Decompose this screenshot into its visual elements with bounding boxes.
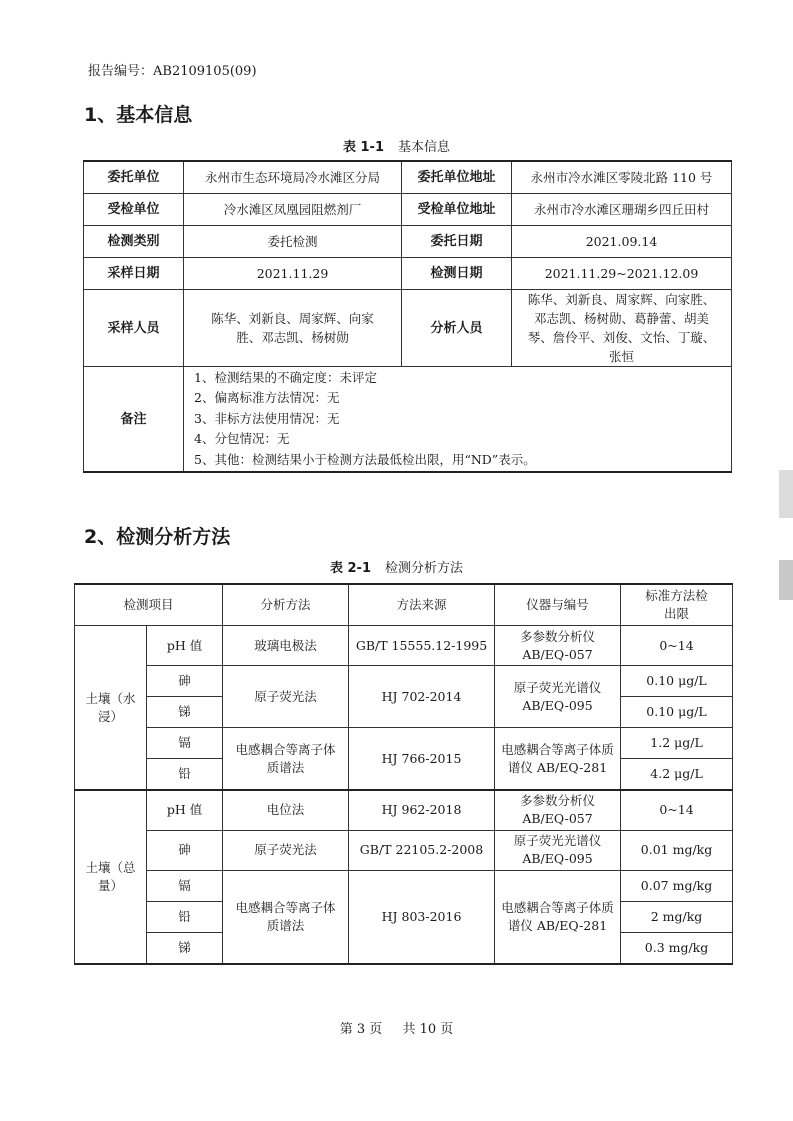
group-soil-total: 土壤（总量） <box>75 790 147 964</box>
header-item: 检测项目 <box>75 584 223 626</box>
header-source: 方法来源 <box>349 584 495 626</box>
client-address-label: 委托单位地址 <box>402 161 512 194</box>
samplers-label: 采样人员 <box>84 290 184 367</box>
header-instrument: 仪器与编号 <box>495 584 621 626</box>
entrust-date-label: 委托日期 <box>402 226 512 258</box>
instrument-cell: 电感耦合等离子体质谱仪 AB/EQ-281 <box>495 728 621 791</box>
instrument-cell: 电感耦合等离子体质谱仪 AB/EQ-281 <box>495 870 621 964</box>
table1-caption-text: 基本信息 <box>398 140 451 155</box>
table2-caption <box>0 557 793 576</box>
item-cell: 铅 <box>147 901 223 932</box>
limit-cell: 0~14 <box>621 626 733 666</box>
table-row <box>75 728 733 759</box>
item-cell: 镉 <box>147 870 223 901</box>
source-cell: HJ 702-2014 <box>349 666 495 728</box>
table-row <box>75 626 733 666</box>
table-row <box>84 226 732 258</box>
item-cell: 铅 <box>147 759 223 791</box>
tested-unit-label: 受检单位 <box>84 194 184 226</box>
source-cell: GB/T 15555.12-1995 <box>349 626 495 666</box>
page-total: 共 10 页 <box>402 1022 454 1037</box>
client-address-value: 永州市冷水滩区零陵北路 110 号 <box>512 161 732 194</box>
section1-title: 1、基本信息 <box>84 104 193 126</box>
tested-unit-value: 冷水滩区凤凰园阻燃剂厂 <box>184 194 402 226</box>
entrust-date-value: 2021.09.14 <box>512 226 732 258</box>
note-item: 3、非标方法使用情况：无 <box>194 410 340 426</box>
item-cell: pH 值 <box>147 790 223 830</box>
instrument-cell: 原子荧光光谱仪 AB/EQ-095 <box>495 666 621 728</box>
table1-caption-no: 表 1-1 <box>342 140 384 155</box>
method-cell: 电感耦合等离子体质谱法 <box>223 728 349 791</box>
client-value: 永州市生态环境局冷水滩区分局 <box>184 161 402 194</box>
method-cell: 原子荧光法 <box>223 666 349 728</box>
item-cell: 砷 <box>147 830 223 870</box>
method-cell: 玻璃电极法 <box>223 626 349 666</box>
source-cell: HJ 803-2016 <box>349 870 495 964</box>
analysts-value: 陈华、刘新良、周家辉、向家胜、邓志凯、杨树勋、葛静蕾、胡美琴、詹伶平、刘俊、文怡、丁璇、张恒 <box>512 290 732 367</box>
instrument-cell: 多参数分析仪 AB/EQ-057 <box>495 790 621 830</box>
source-cell: GB/T 22105.2-2008 <box>349 830 495 870</box>
limit-cell: 0.3 mg/kg <box>621 932 733 964</box>
test-type-label: 检测类别 <box>84 226 184 258</box>
samplers-value: 陈华、刘新良、周家辉、向家胜、邓志凯、杨树勋 <box>184 290 402 367</box>
scan-edge-mark <box>779 560 793 600</box>
table-row <box>84 367 732 473</box>
table-row <box>75 870 733 901</box>
source-cell: HJ 766-2015 <box>349 728 495 791</box>
table-row <box>75 830 733 870</box>
limit-cell: 1.2 μg/L <box>621 728 733 759</box>
section2-title: 2、检测分析方法 <box>84 526 231 548</box>
note-item: 5、其他：检测结果小于检测方法最低检出限，用“ND”表示。 <box>194 451 536 467</box>
limit-cell: 0.01 mg/kg <box>621 830 733 870</box>
header-method: 分析方法 <box>223 584 349 626</box>
note-item: 4、分包情况：无 <box>194 431 290 447</box>
page-footer <box>0 1018 793 1037</box>
method-cell: 电位法 <box>223 790 349 830</box>
limit-cell: 0~14 <box>621 790 733 830</box>
table-row <box>84 258 732 290</box>
page-number: 第 3 页 <box>339 1022 383 1037</box>
note-item: 2、偏离标准方法情况：无 <box>194 390 340 406</box>
test-type-value: 委托检测 <box>184 226 402 258</box>
table1-caption <box>0 136 793 155</box>
method-table <box>74 583 733 965</box>
test-date-value: 2021.11.29~2021.12.09 <box>512 258 732 290</box>
limit-cell: 0.10 μg/L <box>621 666 733 697</box>
limit-cell: 2 mg/kg <box>621 901 733 932</box>
table-row <box>75 790 733 830</box>
source-cell: HJ 962-2018 <box>349 790 495 830</box>
header-limit: 标准方法检出限 <box>621 584 733 626</box>
tested-address-label: 受检单位地址 <box>402 194 512 226</box>
table-row <box>75 666 733 697</box>
item-cell: 锑 <box>147 697 223 728</box>
method-cell: 原子荧光法 <box>223 830 349 870</box>
table-row <box>84 290 732 367</box>
instrument-cell: 多参数分析仪 AB/EQ-057 <box>495 626 621 666</box>
item-cell: 砷 <box>147 666 223 697</box>
limit-cell: 4.2 μg/L <box>621 759 733 791</box>
notes-label: 备注 <box>84 367 184 473</box>
sample-date-value: 2021.11.29 <box>184 258 402 290</box>
table-row <box>84 194 732 226</box>
instrument-cell: 原子荧光光谱仪 AB/EQ-095 <box>495 830 621 870</box>
item-cell: pH 值 <box>147 626 223 666</box>
method-cell: 电感耦合等离子体质谱法 <box>223 870 349 964</box>
basic-info-table <box>83 160 732 473</box>
test-date-label: 检测日期 <box>402 258 512 290</box>
scan-edge-mark <box>779 470 793 518</box>
group-soil-leach: 土壤（水浸） <box>75 626 147 791</box>
item-cell: 镉 <box>147 728 223 759</box>
table-header-row <box>75 584 733 626</box>
item-cell: 锑 <box>147 932 223 964</box>
note-item: 1、检测结果的不确定度：未评定 <box>194 369 377 385</box>
report-number: 报告编号：AB2109105(09) <box>88 64 257 79</box>
notes-content <box>184 367 732 473</box>
table2-caption-text: 检测分析方法 <box>385 561 464 576</box>
tested-address-value: 永州市冷水滩区珊瑚乡四丘田村 <box>512 194 732 226</box>
client-label: 委托单位 <box>84 161 184 194</box>
analysts-label: 分析人员 <box>402 290 512 367</box>
sample-date-label: 采样日期 <box>84 258 184 290</box>
limit-cell: 0.10 μg/L <box>621 697 733 728</box>
limit-cell: 0.07 mg/kg <box>621 870 733 901</box>
table-row <box>84 161 732 194</box>
table2-caption-no: 表 2-1 <box>329 561 371 576</box>
